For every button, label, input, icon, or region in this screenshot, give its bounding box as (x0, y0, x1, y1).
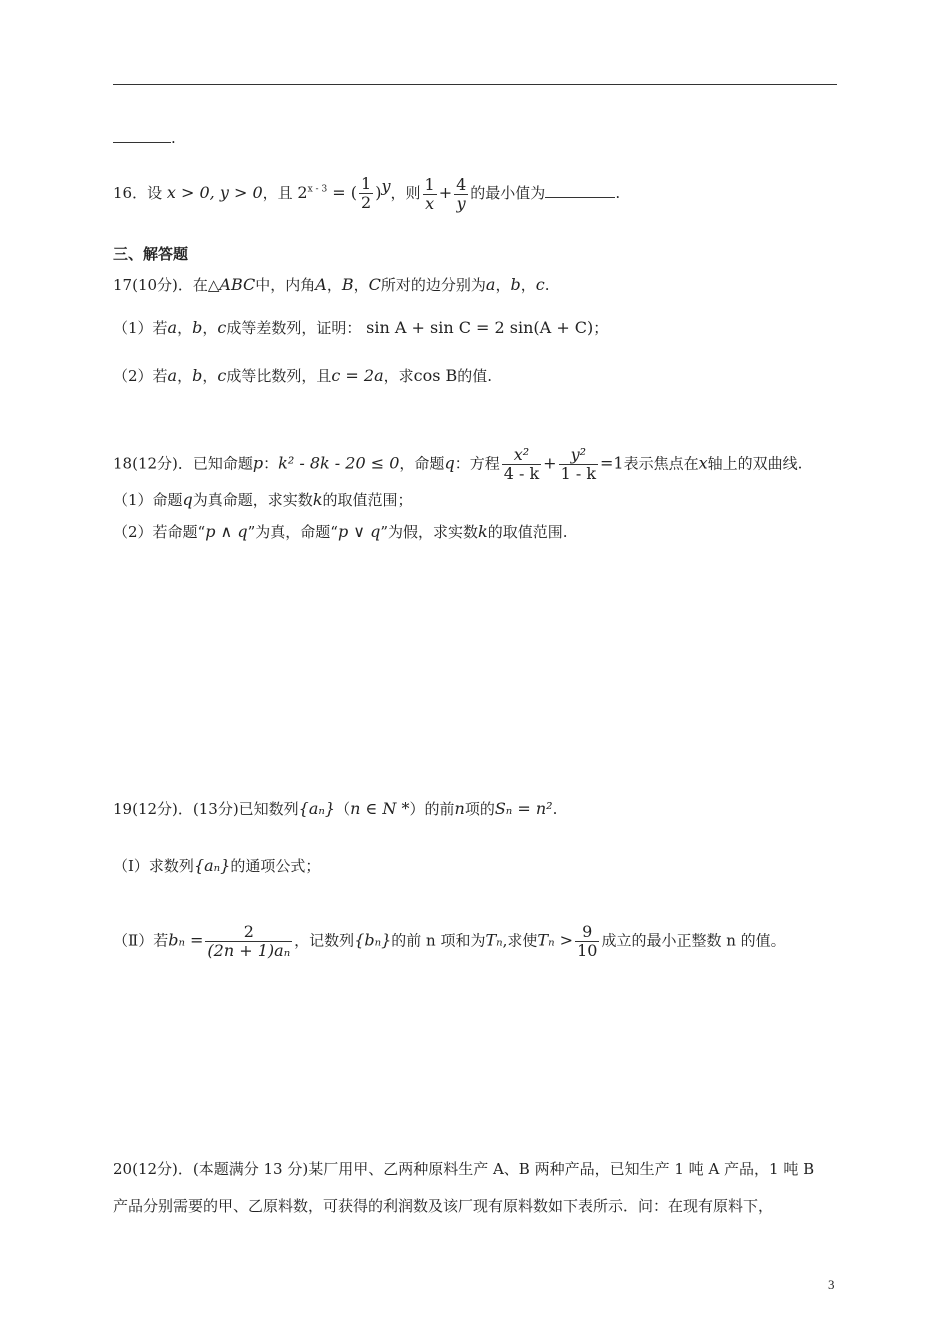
question-17: 17(10分)．在△ABC中，内角A，B，C所对的边分别为a，b，c. (113, 275, 550, 294)
question-20-line-1: 20(12分)．(本题满分 13 分)某厂用甲、乙两种原料生产 A、B 两种产品，已知生产 1 吨 A 产品，1 吨 B (113, 1160, 815, 1178)
question-18: 18(12分)．已知命题p：k² - 8k - 20 ≤ 0，命题q：方程 $\frac{\text{x²}}{4 - k}$ + $\frac{\text{y²}}{1 - k}$ =1表示焦点在x轴上的双曲线. (113, 445, 803, 483)
page-number: 3 (828, 1277, 835, 1292)
q19-bn-fraction: $\frac{2}{\text{(2n + 1)aₙ}}$ (207, 922, 291, 960)
header-rule (113, 84, 837, 85)
q16-fraction-1: $\frac{1}{x}$ (424, 174, 435, 213)
q16-equation: 2$^{x - 3}$ = ( $\frac{1}{2}$ )$^y$ (297, 174, 391, 212)
q18-fraction-2: $\frac{\text{y²}}{1 - k}$ (560, 445, 597, 483)
answer-blank[interactable] (545, 183, 615, 198)
answer-blank[interactable] (113, 128, 171, 143)
question-19: 19(12分)．(13分)已知数列{aₙ}（n ∈ N *）的前n项的Sₙ = n². (113, 799, 558, 818)
question-18-part-1: （1）命题q为真命题，求实数k的取值范围； (113, 490, 413, 509)
question-17-part-2: （2）若a，b，c成等比数列，且c = 2a，求cos B的值. (113, 366, 493, 385)
q19-nine-tenths: $\frac{9}{10}$ (577, 922, 598, 960)
question-20-line-2: 产品分别需要的甲、乙原料数，可获得的利润数及该厂现有原料数如下表所示．问：在现有原料下， (113, 1197, 774, 1215)
question-17-part-1: （1）若a，b，c成等差数列，证明： sin A + sin C = 2 sin(A + C)； (113, 318, 609, 337)
q16-half-fraction: $\frac{1}{2}$ (361, 174, 372, 212)
q17-formula: sin A + sin C = 2 sin(A + C) (366, 318, 594, 337)
q16-condition: x > 0, y > 0 (166, 183, 263, 202)
q16-fraction-2: $\frac{4}{y}$ (456, 174, 467, 213)
question-18-part-2: （2）若命题“p ∧ q”为真，命题“p ∨ q”为假，求实数k的取值范围. (113, 522, 568, 541)
q16-number: 16．设 (113, 184, 163, 202)
question-19-part-2: （Ⅱ）若bₙ = $\frac{2}{\text{(2n + 1)aₙ}}$ ，记数列{bₙ}的前 n 项和为Tₙ,求使Tₙ > $\frac{9}{10}$ 成立的最小正整数 n 的值。 (113, 922, 786, 960)
question-16: 16．设 x > 0, y > 0，且 2$^{x - 3}$ = ( $\frac{1}{2}$ )$^y$，则 $\frac{1}{x}$ + $\frac{4}{y}$ 的最小值为 . (113, 174, 621, 213)
section-heading: 三、解答题 (113, 245, 189, 263)
question-19-part-1: （Ⅰ）求数列{aₙ}的通项公式； (113, 856, 321, 875)
q18-fraction-1: $\frac{\text{x²}}{4 - k}$ (503, 445, 540, 483)
q15-tail: . (113, 128, 176, 148)
